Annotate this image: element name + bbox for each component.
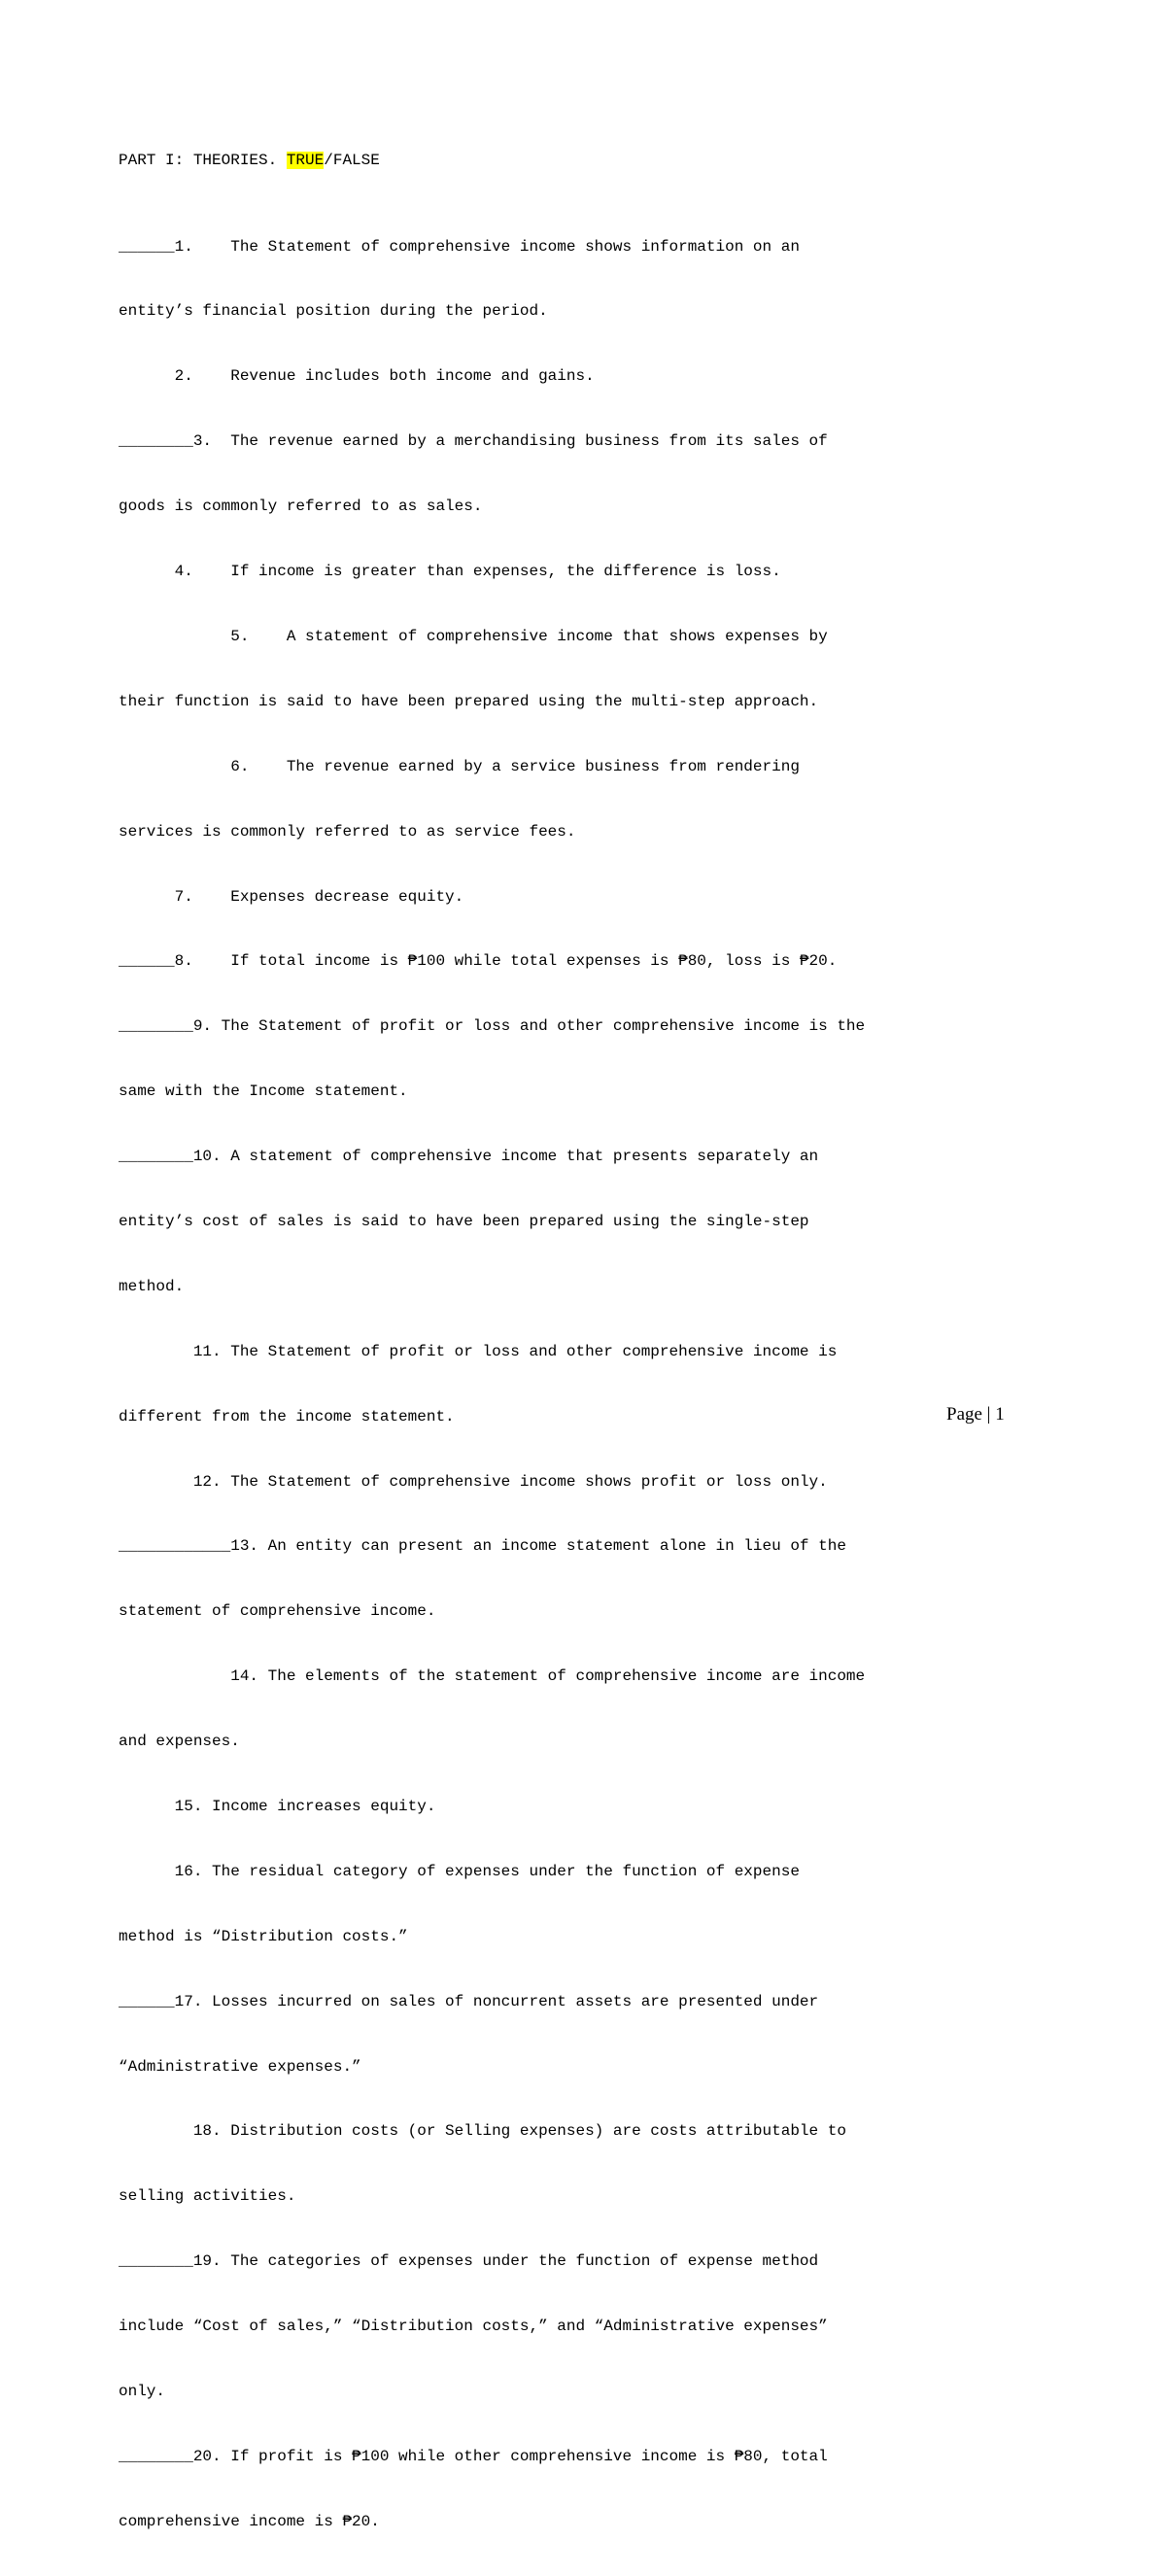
question-line: include “Cost of sales,” “Distribution costs,” and “Administrative expenses” <box>119 2318 828 2336</box>
question-line: selling activities. <box>119 2187 296 2206</box>
question-line: statement of comprehensive income. <box>119 1602 436 1621</box>
question-line: ____________13. An entity can present an income statement alone in lieu of the <box>119 1537 846 1556</box>
question-line: 16. The residual category of expenses under the function of expense <box>119 1862 800 1880</box>
question-line: 6. The revenue earned by a service business from rendering <box>119 757 800 775</box>
question-line: 15. Income increases equity. <box>119 1797 436 1815</box>
page-number-footer: Page | 1 <box>946 1404 1005 1425</box>
question-line: their function is said to have been prepared using the multi-step approach. <box>119 692 819 710</box>
question-line: ______1. The Statement of comprehensive income shows information on an <box>119 237 800 256</box>
question-line: 7. Expenses decrease equity. <box>119 887 464 906</box>
question-list <box>119 192 865 2576</box>
question-line: ________19. The categories of expenses under the function of expense method <box>119 2252 819 2271</box>
question-line: entity’s cost of sales is said to have been prepared using the single-step <box>119 1212 809 1230</box>
question-line: same with the Income statement. <box>119 1082 408 1101</box>
question-line: different from the income statement. <box>119 1407 455 1425</box>
heading-highlighted-word: TRUE <box>286 152 325 169</box>
part-heading <box>119 150 380 171</box>
question-line: ______17. Losses incurred on sales of noncurrent assets are presented under <box>119 1992 819 2010</box>
question-line: 11. The Statement of profit or loss and other comprehensive income is <box>119 1342 838 1360</box>
question-line: goods is commonly referred to as sales. <box>119 498 483 516</box>
question-line: 18. Distribution costs (or Selling expenses) are costs attributable to <box>119 2122 846 2141</box>
question-line: comprehensive income is ₱20. <box>119 2512 380 2530</box>
question-line: 14. The elements of the statement of comprehensive income are income <box>119 1667 866 1686</box>
question-line: and expenses. <box>119 1733 240 1751</box>
question-line: method is “Distribution costs.” <box>119 1927 408 1945</box>
question-line: entity’s financial position during the period. <box>119 302 548 321</box>
question-line: 12. The Statement of comprehensive income shows profit or loss only. <box>119 1472 828 1491</box>
question-line: “Administrative expenses.” <box>119 2057 361 2076</box>
question-line: 5. A statement of comprehensive income that shows expenses by <box>119 627 828 645</box>
question-line: services is commonly referred to as service fees. <box>119 822 576 841</box>
question-line: only. <box>119 2382 166 2400</box>
heading-prefix: PART I: THEORIES. <box>119 152 287 169</box>
heading-suffix: /FALSE <box>324 152 380 169</box>
question-line: ________10. A statement of comprehensive income that presents separately an <box>119 1148 819 1166</box>
question-line: ________9. The Statement of profit or loss and other comprehensive income is the <box>119 1017 866 1036</box>
question-line: ________3. The revenue earned by a merchandising business from its sales of <box>119 432 828 451</box>
question-line: 2. Revenue includes both income and gains. <box>119 367 595 386</box>
question-line: method. <box>119 1277 185 1295</box>
question-line: ______8. If total income is ₱100 while total expenses is ₱80, loss is ₱20. <box>119 952 838 971</box>
question-line: 4. If income is greater than expenses, the difference is loss. <box>119 563 781 581</box>
question-line: ________20. If profit is ₱100 while other comprehensive income is ₱80, total <box>119 2447 828 2465</box>
